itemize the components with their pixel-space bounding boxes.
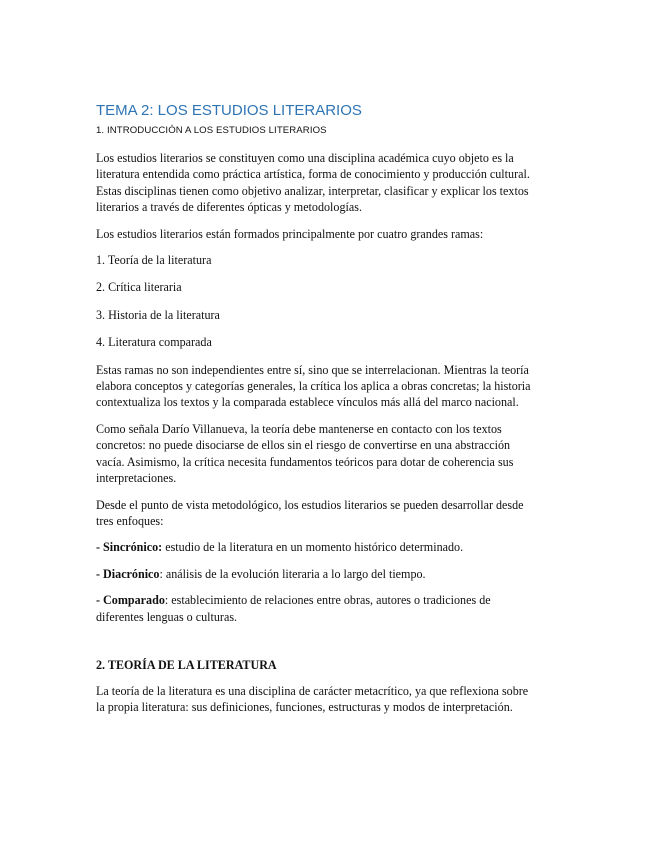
approach-description: estudio de la literatura en un momento histórico determinado.	[162, 540, 464, 555]
approach-term: - Comparado	[96, 593, 165, 608]
branches-intro: Los estudios literarios están formados principalmente por cuatro grandes ramas:	[96, 226, 484, 241]
approach-description: : análisis de la evolución literaria a lo largo del tiempo.	[159, 566, 426, 581]
approach-description: : establecimiento de relaciones entre obras, autores o tradiciones de diferentes lenguas o culturas.	[96, 593, 491, 624]
approaches-intro: Desde el punto de vista metodológico, los estudios literarios se pueden desarrollar desde tres enfoques:	[96, 497, 524, 528]
section-2-paragraph: La teoría de la literatura es una disciplina de carácter metacrítico, ya que reflexiona sobre la propia literatura: sus definiciones, funciones, estructuras y modos de interpretación.	[96, 683, 529, 715]
approach-diachronic	[96, 566, 560, 582]
relations-paragraph: Estas ramas no son independientes entre sí, sino que se interrelacionan. Mientras la teoría elabora conceptos y categorías generales, la crítica los aplica a obras concretas; la historia contextualiza los textos y la comparada establece vínculos más allá del marco nacional.	[96, 362, 531, 410]
branch-item-criticism: 2. Crítica literaria	[96, 280, 182, 295]
approach-synchronic	[96, 539, 560, 555]
approach-term: - Diacrónico	[96, 566, 160, 581]
intro-paragraph: Los estudios literarios se constituyen como una disciplina académica cuyo objeto es la literatura entendida como práctica artística, forma de conocimiento y producción cultural. Estas disciplinas tienen como objetivo analizar, interpretar, clasificar y explicar los textos literarios a través de diferentes ópticas y metodologías.	[96, 151, 530, 215]
section-1-heading: 1. INTRODUCCIÓN A LOS ESTUDIOS LITERARIOS	[96, 125, 327, 136]
document-title: TEMA 2: LOS ESTUDIOS LITERARIOS	[96, 102, 362, 119]
villanueva-paragraph: Como señala Darío Villanueva, la teoría debe mantenerse en contacto con los textos concretos: no puede disociarse de ellos sin el riesgo de convertirse en una abstracción vacía. Asimismo, la crítica necesita fundamentos teóricos para dotar de coherencia sus interpretaciones.	[96, 421, 514, 486]
branch-item-comparative: 4. Literatura comparada	[96, 335, 212, 350]
approach-term: - Sincrónico:	[96, 540, 163, 555]
branch-item-theory: 1. Teoría de la literatura	[96, 253, 212, 268]
approach-comparative	[96, 592, 560, 625]
branch-item-history: 3. Historia de la literatura	[96, 307, 220, 322]
section-2-heading: 2. TEORÍA DE LA LITERATURA	[96, 657, 277, 672]
